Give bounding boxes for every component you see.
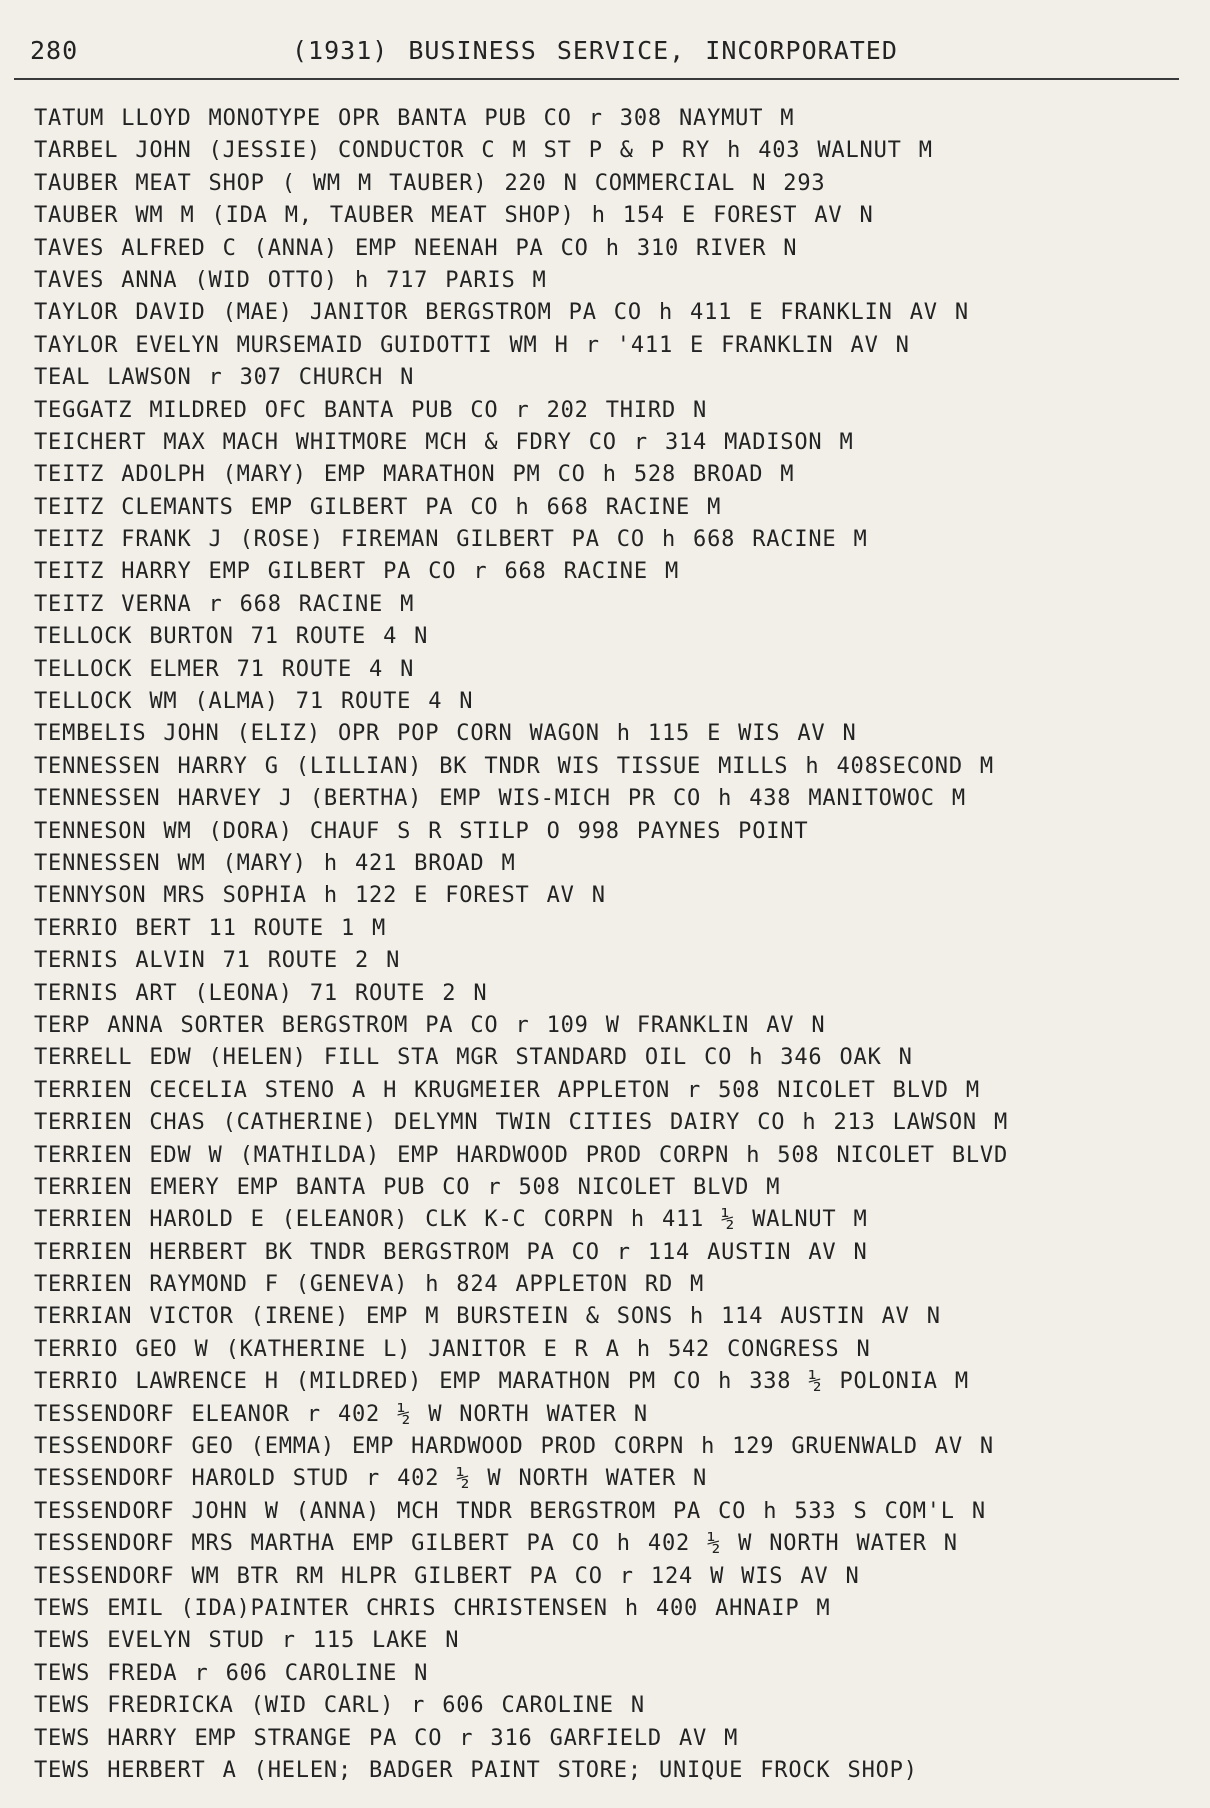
directory-entry: TESSENDORF WM BTR RM HLPR GILBERT PA CO r 124 W WIS AV N — [34, 1563, 860, 1589]
directory-entry: TEWS HERBERT A (HELEN; BADGER PAINT STORE; UNIQUE FROCK SHOP) — [34, 1757, 918, 1783]
directory-entry: TEITZ FRANK J (ROSE) FIREMAN GILBERT PA CO h 668 RACINE M — [34, 527, 868, 553]
directory-entry: TEWS EVELYN STUD r 115 LAKE N — [34, 1628, 460, 1654]
directory-entry: TARBEL JOHN (JESSIE) CONDUCTOR C M ST P & P RY h 403 WALNUT M — [34, 138, 933, 164]
directory-entry: TEITZ VERNA r 668 RACINE M — [34, 591, 415, 617]
directory-entry: TATUM LLOYD MONOTYPE OPR BANTA PUB CO r 308 NAYMUT M — [34, 106, 795, 131]
directory-entry: TEAL LAWSON r 307 CHURCH N — [34, 365, 415, 391]
directory-entry: TAVES ANNA (WID OTTO) h 717 PARIS M — [34, 267, 547, 293]
directory-entry: TERNIS ALVIN 71 ROUTE 2 N — [34, 948, 401, 974]
directory-entry: TESSENDORF JOHN W (ANNA) MCH TNDR BERGSTROM PA CO h 533 S COM'L N — [34, 1498, 986, 1524]
directory-entry: TESSENDORF ELEANOR r 402 ½ W NORTH WATER N — [34, 1401, 648, 1427]
directory-entry: TERRIO LAWRENCE H (MILDRED) EMP MARATHON PM CO h 338 ½ POLONIA M — [34, 1369, 969, 1395]
directory-entry: TERRIO BERT 11 ROUTE 1 M — [34, 915, 387, 941]
directory-entry: TEMBELIS JOHN (ELIZ) OPR POP CORN WAGON h 115 E WIS AV N — [34, 721, 857, 747]
directory-entry: TENNESON WM (DORA) CHAUF S R STILP O 998 PAYNES POINT — [34, 818, 809, 844]
directory-entry: TERRIEN EDW W (MATHILDA) EMP HARDWOOD PROD CORPN h 508 NICOLET BLVD — [34, 1142, 1009, 1168]
directory-entry: TENNESSEN WM (MARY) h 421 BROAD M — [34, 850, 516, 876]
running-title: (1931) BUSINESS SERVICE, INCORPORATED — [292, 36, 898, 65]
directory-entry: TAYLOR EVELYN MURSEMAID GUIDOTTI WM H r '411 E FRANKLIN AV N — [34, 332, 910, 358]
directory-entry: TERRELL EDW (HELEN) FILL STA MGR STANDARD OIL CO h 346 OAK N — [34, 1045, 913, 1071]
directory-entry: TERRIEN RAYMOND F (GENEVA) h 824 APPLETON RD M — [34, 1272, 705, 1298]
directory-entry: TERRIEN HAROLD E (ELEANOR) CLK K-C CORPN h 411 ½ WALNUT M — [34, 1207, 868, 1233]
directory-entry: TELLOCK WM (ALMA) 71 ROUTE 4 N — [34, 689, 474, 715]
directory-entry: TEICHERT MAX MACH WHITMORE MCH & FDRY CO r 314 MADISON M — [34, 429, 854, 455]
directory-entry: TERRIEN EMERY EMP BANTA PUB CO r 508 NICOLET BLVD M — [34, 1174, 781, 1200]
directory-entry: TERRIEN HERBERT BK TNDR BERGSTROM PA CO r 114 AUSTIN AV N — [34, 1239, 868, 1265]
directory-entry: TAUBER WM M (IDA M, TAUBER MEAT SHOP) h 154 E FOREST AV N — [34, 203, 874, 229]
directory-entry: TAVES ALFRED C (ANNA) EMP NEENAH PA CO h 310 RIVER N — [34, 235, 798, 261]
directory-entry: TEWS HARRY EMP STRANGE PA CO r 316 GARFIELD AV M — [34, 1725, 739, 1751]
header-rule — [14, 78, 1179, 80]
directory-entry: TERRIAN VICTOR (IRENE) EMP M BURSTEIN & SONS h 114 AUSTIN AV N — [34, 1304, 941, 1330]
directory-entry: TEWS FREDRICKA (WID CARL) r 606 CAROLINE N — [34, 1693, 645, 1719]
directory-entry: TELLOCK BURTON 71 ROUTE 4 N — [34, 624, 429, 650]
page-number: 280 — [30, 36, 79, 65]
directory-entry: TERRIEN CECELIA STENO A H KRUGMEIER APPLETON r 508 NICOLET BLVD M — [34, 1077, 980, 1103]
directory-entry: TEWS FREDA r 606 CAROLINE N — [34, 1660, 429, 1686]
directory-entry: TEITZ ADOLPH (MARY) EMP MARATHON PM CO h 528 BROAD M — [34, 462, 795, 488]
directory-entry: TESSENDORF GEO (EMMA) EMP HARDWOOD PROD CORPN h 129 GRUENWALD AV N — [34, 1434, 994, 1460]
directory-entry: TEGGATZ MILDRED OFC BANTA PUB CO r 202 THIRD N — [34, 397, 708, 423]
directory-entry: TENNESSEN HARVEY J (BERTHA) EMP WIS-MICH PR CO h 438 MANITOWOC M — [34, 786, 966, 812]
directory-entry: TEITZ HARRY EMP GILBERT PA CO r 668 RACINE M — [34, 559, 679, 585]
directory-entry: TENNESSEN HARRY G (LILLIAN) BK TNDR WIS TISSUE MILLS h 408SECOND M — [34, 753, 994, 779]
directory-entry: TERP ANNA SORTER BERGSTROM PA CO r 109 W FRANKLIN AV N — [34, 1012, 826, 1038]
directory-entry: TERNIS ART (LEONA) 71 ROUTE 2 N — [34, 980, 488, 1006]
directory-entries — [34, 103, 1199, 1787]
directory-entry: TERRIEN CHAS (CATHERINE) DELYMN TWIN CITIES DAIRY CO h 213 LAWSON M — [34, 1110, 1009, 1136]
directory-entry: TESSENDORF MRS MARTHA EMP GILBERT PA CO h 402 ½ W NORTH WATER N — [34, 1531, 958, 1557]
directory-entry: TEWS EMIL (IDA)PAINTER CHRIS CHRISTENSEN h 400 AHNAIP M — [34, 1595, 831, 1621]
directory-entry: TELLOCK ELMER 71 ROUTE 4 N — [34, 656, 415, 682]
directory-entry: TENNYSON MRS SOPHIA h 122 E FOREST AV N — [34, 883, 606, 909]
directory-entry: TAYLOR DAVID (MAE) JANITOR BERGSTROM PA CO h 411 E FRANKLIN AV N — [34, 300, 969, 326]
directory-entry: TAUBER MEAT SHOP ( WM M TAUBER) 220 N COMMERCIAL N 293 — [34, 170, 826, 196]
page-header — [30, 34, 1180, 74]
directory-entry: TEITZ CLEMANTS EMP GILBERT PA CO h 668 RACINE M — [34, 494, 722, 520]
directory-entry: TESSENDORF HAROLD STUD r 402 ½ W NORTH WATER N — [34, 1466, 708, 1492]
directory-entry: TERRIO GEO W (KATHERINE L) JANITOR E R A h 542 CONGRESS N — [34, 1336, 871, 1362]
